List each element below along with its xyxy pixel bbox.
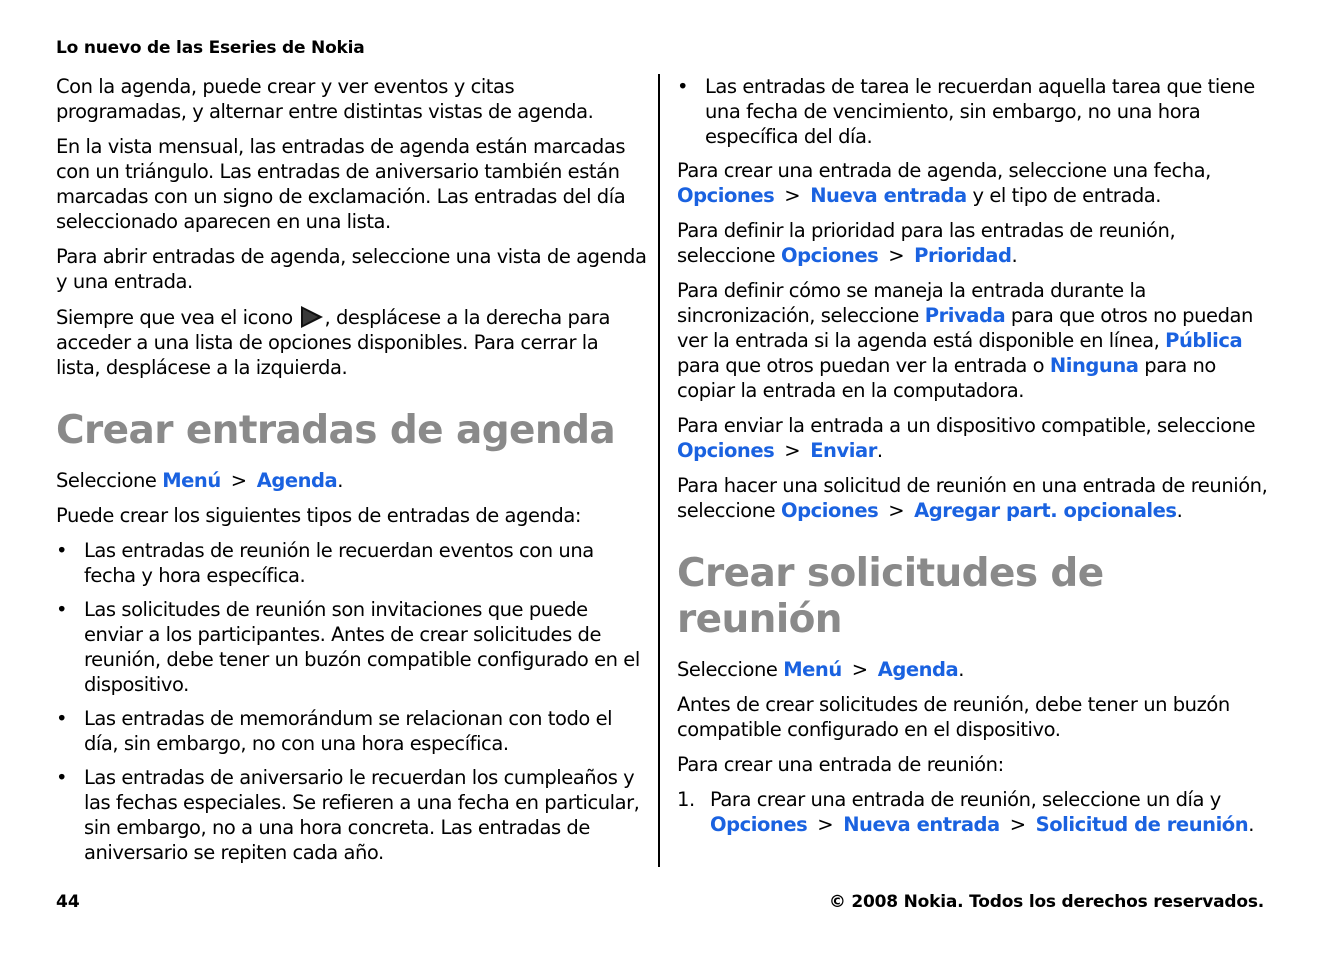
right-arrow-icon	[299, 304, 325, 329]
page-number: 44	[56, 892, 80, 912]
period: .	[1011, 244, 1018, 267]
column-divider	[658, 74, 660, 867]
task-entry-list	[677, 74, 1269, 149]
opciones-link[interactable]: Opciones	[780, 244, 879, 267]
list-item-text: Las entradas de memorándum se relacionan con todo el día, sin embargo, no con una hora específica.	[84, 707, 613, 755]
text: Para definir cómo se maneja la entrada durante la sincronización, seleccione	[677, 279, 1146, 327]
path-separator: >	[888, 244, 905, 267]
running-header: Lo nuevo de las Eseries de Nokia	[56, 38, 365, 58]
right-column	[677, 74, 1269, 837]
bullet: •	[56, 707, 68, 730]
path-separator: >	[784, 439, 801, 462]
menu-link[interactable]: Menú	[783, 658, 842, 681]
sync-paragraph	[677, 278, 1269, 403]
opciones-link[interactable]: Opciones	[677, 184, 775, 207]
intro-paragraph: Con la agenda, puede crear y ver eventos y citas programadas, y alternar entre distintas vistas de agenda.	[56, 75, 594, 123]
text: Para hacer una solicitud de reunión en una entrada de reunión, seleccione	[677, 474, 1268, 522]
opciones-link[interactable]: Opciones	[710, 813, 808, 836]
entry-types-intro: Puede crear los siguientes tipos de entradas de agenda:	[56, 504, 581, 527]
path-separator: >	[817, 813, 834, 836]
solicitud-link[interactable]: Solicitud de reunión	[1035, 813, 1249, 836]
select-menu-path	[677, 657, 1269, 682]
list-item-text: Las entradas de reunión le recuerdan eventos con una fecha y hora específica.	[84, 539, 594, 587]
list-item-text: Las entradas de aniversario le recuerdan los cumpleaños y las fechas especiales. Se refieren a una fecha en particular, sin embargo, no a una hora concreta. Las entradas de aniversario se repiten cada año.	[84, 766, 640, 864]
path-separator: >	[888, 499, 905, 522]
list-item	[56, 765, 648, 865]
bullet: •	[56, 598, 68, 621]
heading-create-entries: Crear entradas de agenda	[56, 408, 616, 453]
list-item	[56, 597, 648, 697]
select-prefix: Seleccione	[56, 469, 163, 492]
list-item	[677, 74, 1269, 149]
opciones-link[interactable]: Opciones	[677, 439, 775, 462]
nueva-entrada-link[interactable]: Nueva entrada	[843, 813, 1000, 836]
participants-paragraph	[677, 473, 1269, 523]
text: Para crear una entrada de agenda, seleccione una fecha,	[677, 159, 1211, 182]
mailbox-paragraph: Antes de crear solicitudes de reunión, debe tener un buzón compatible configurado en el dispositivo.	[677, 693, 1230, 741]
entry-types-list	[56, 538, 648, 865]
prioridad-link[interactable]: Prioridad	[914, 244, 1012, 267]
agregar-part-link[interactable]: Agregar part. opcionales	[914, 499, 1177, 522]
priority-paragraph	[677, 218, 1269, 268]
text: Para enviar la entrada a un dispositivo compatible, seleccione	[677, 414, 1256, 437]
agenda-link[interactable]: Agenda	[256, 469, 338, 492]
bullet: •	[677, 75, 689, 98]
period: .	[337, 469, 344, 492]
bullet: •	[56, 539, 68, 562]
copyright-notice: © 2008 Nokia. Todos los derechos reservados.	[828, 892, 1264, 912]
menu-link[interactable]: Menú	[162, 469, 221, 492]
list-item	[56, 706, 648, 756]
bullet: •	[56, 766, 68, 789]
opciones-link[interactable]: Opciones	[780, 499, 879, 522]
step-number: 1.	[677, 788, 695, 811]
enviar-link[interactable]: Enviar	[810, 439, 877, 462]
heading-meeting-requests: Crear solicitudes de reunión	[677, 551, 1104, 642]
text: Para crear una entrada de reunión, seleccione un día y	[710, 788, 1221, 811]
open-entries-paragraph: Para abrir entradas de agenda, seleccione una vista de agenda y una entrada.	[56, 245, 647, 293]
period: .	[1248, 813, 1254, 836]
agenda-link[interactable]: Agenda	[877, 658, 959, 681]
step-item	[677, 787, 1269, 837]
steps-list	[677, 787, 1269, 837]
icon-paragraph-text-b: , desplácese a la derecha para acceder a una lista de opciones disponibles. Para cerrar la lista, desplácese a la izquierda.	[56, 306, 610, 379]
list-item-text: Las entradas de tarea le recuerdan aquella tarea que tiene una fecha de vencimiento, sin embargo, no una hora específica del día.	[705, 75, 1255, 148]
select-menu-path	[56, 468, 648, 493]
icon-paragraph	[56, 304, 648, 380]
path-separator: >	[1009, 813, 1026, 836]
period: .	[1176, 499, 1183, 522]
select-prefix: Seleccione	[677, 658, 784, 681]
create-entry-paragraph	[677, 158, 1269, 208]
text: para que otros puedan ver la entrada o	[677, 354, 1050, 377]
path-separator: >	[851, 658, 868, 681]
path-separator: >	[230, 469, 247, 492]
nueva-entrada-link[interactable]: Nueva entrada	[810, 184, 967, 207]
list-item	[56, 538, 648, 588]
create-meeting-intro: Para crear una entrada de reunión:	[677, 753, 1004, 776]
ninguna-link[interactable]: Ninguna	[1049, 354, 1139, 377]
privada-link[interactable]: Privada	[924, 304, 1006, 327]
period: .	[876, 439, 883, 462]
left-column	[56, 74, 648, 874]
text: para que otros no puedan ver la entrada si la agenda está disponible en línea,	[677, 304, 1253, 352]
text: Para definir la prioridad para las entradas de reunión, seleccione	[677, 219, 1176, 267]
month-view-paragraph: En la vista mensual, las entradas de agenda están marcadas con un triángulo. Las entradas de aniversario también están marcadas con un signo de exclamación. Las entradas del día seleccionado aparecen en una lista.	[56, 135, 626, 233]
text: y el tipo de entrada.	[966, 184, 1162, 207]
icon-paragraph-text-a: Siempre que vea el icono	[56, 306, 299, 329]
send-paragraph	[677, 413, 1269, 463]
text: para no copiar la entrada en la computadora.	[677, 354, 1216, 402]
list-item-text: Las solicitudes de reunión son invitaciones que puede enviar a los participantes. Antes de crear solicitudes de reunión, debe tener un buzón compatible configurado en el dispositivo.	[84, 598, 640, 696]
publica-link[interactable]: Pública	[1165, 329, 1243, 352]
path-separator: >	[784, 184, 801, 207]
period: .	[958, 658, 965, 681]
